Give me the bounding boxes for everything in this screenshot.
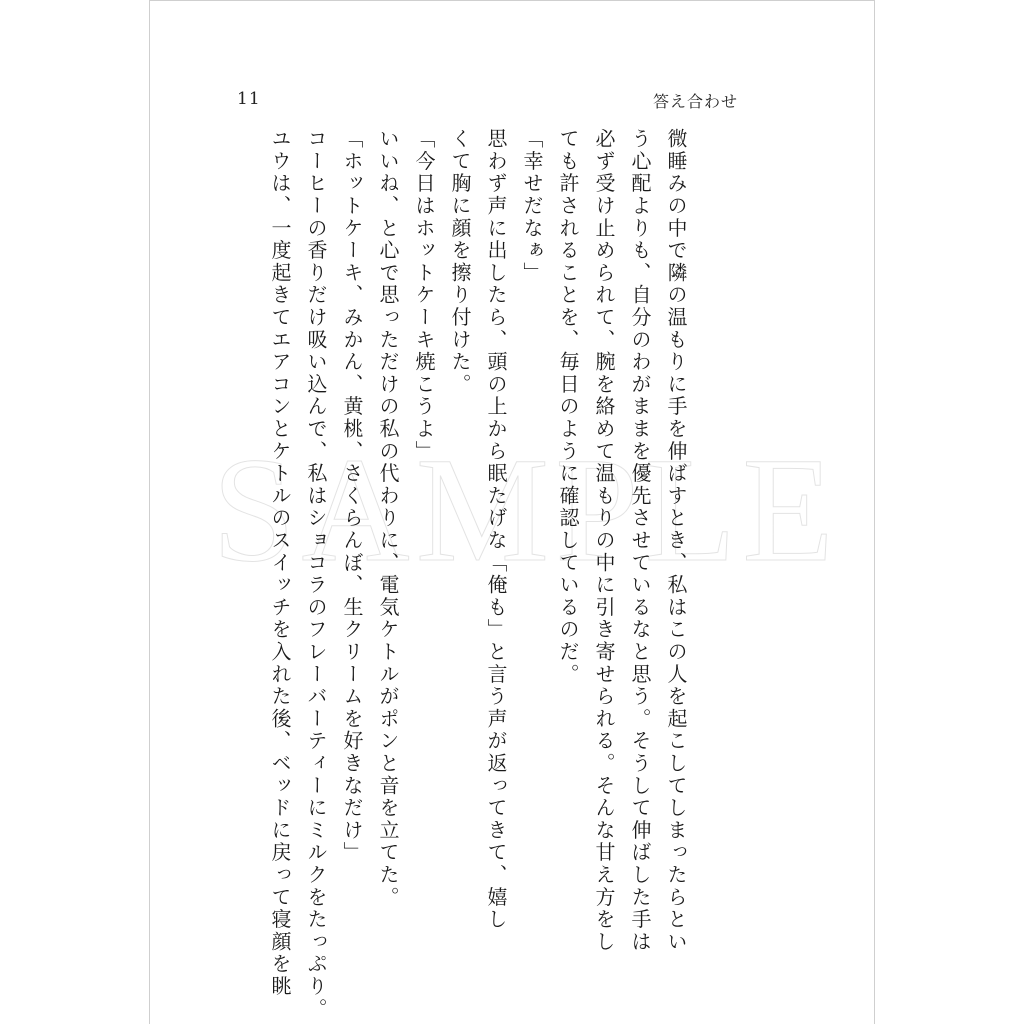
text-line: ユウは、一度起きてエアコンとケトルのスイッチを入れた後、ベッドに戻って寝顔を眺 (268, 128, 292, 998)
page-number: 11 (237, 89, 261, 109)
text-line: 「今日はホットケーキ焼こうよ」 (412, 128, 436, 463)
text-line: 微睡みの中で隣の温もりに手を伸ばすとき、私はこの人を起こしてしまったらとい (664, 128, 688, 954)
text-line: コーヒーの香りだけ吸い込んで、私はショコラのフレーバーティーにミルクをたっぷり。 (304, 128, 328, 1020)
running-title: 答え合わせ (652, 92, 738, 111)
vertical-body-text (262, 128, 694, 1020)
text-line: う心配よりも、自分のわがままを優先させているなと思う。そうして伸ばした手は (628, 128, 652, 954)
text-line: 思わず声に出したら、頭の上から眠たげな「俺も」と言う声が返ってきて、嬉し (484, 128, 508, 931)
text-line: 「幸せだなぁ」 (520, 128, 544, 285)
text-line: 必ず受け止められて、腕を絡めて温もりの中に引き寄せられる。そんな甘え方をし (592, 128, 616, 954)
text-line: ても許されることを、毎日のように確認しているのだ。 (556, 128, 580, 686)
text-line: くて胸に顔を擦り付けた。 (448, 128, 472, 396)
text-line: 「ホットケーキ、みかん、黄桃、さくらんぼ、生クリームを好きなだけ」 (340, 128, 364, 864)
text-line: いいね、と心で思っただけの私の代わりに、電気ケトルがポンと音を立てた。 (376, 128, 400, 909)
